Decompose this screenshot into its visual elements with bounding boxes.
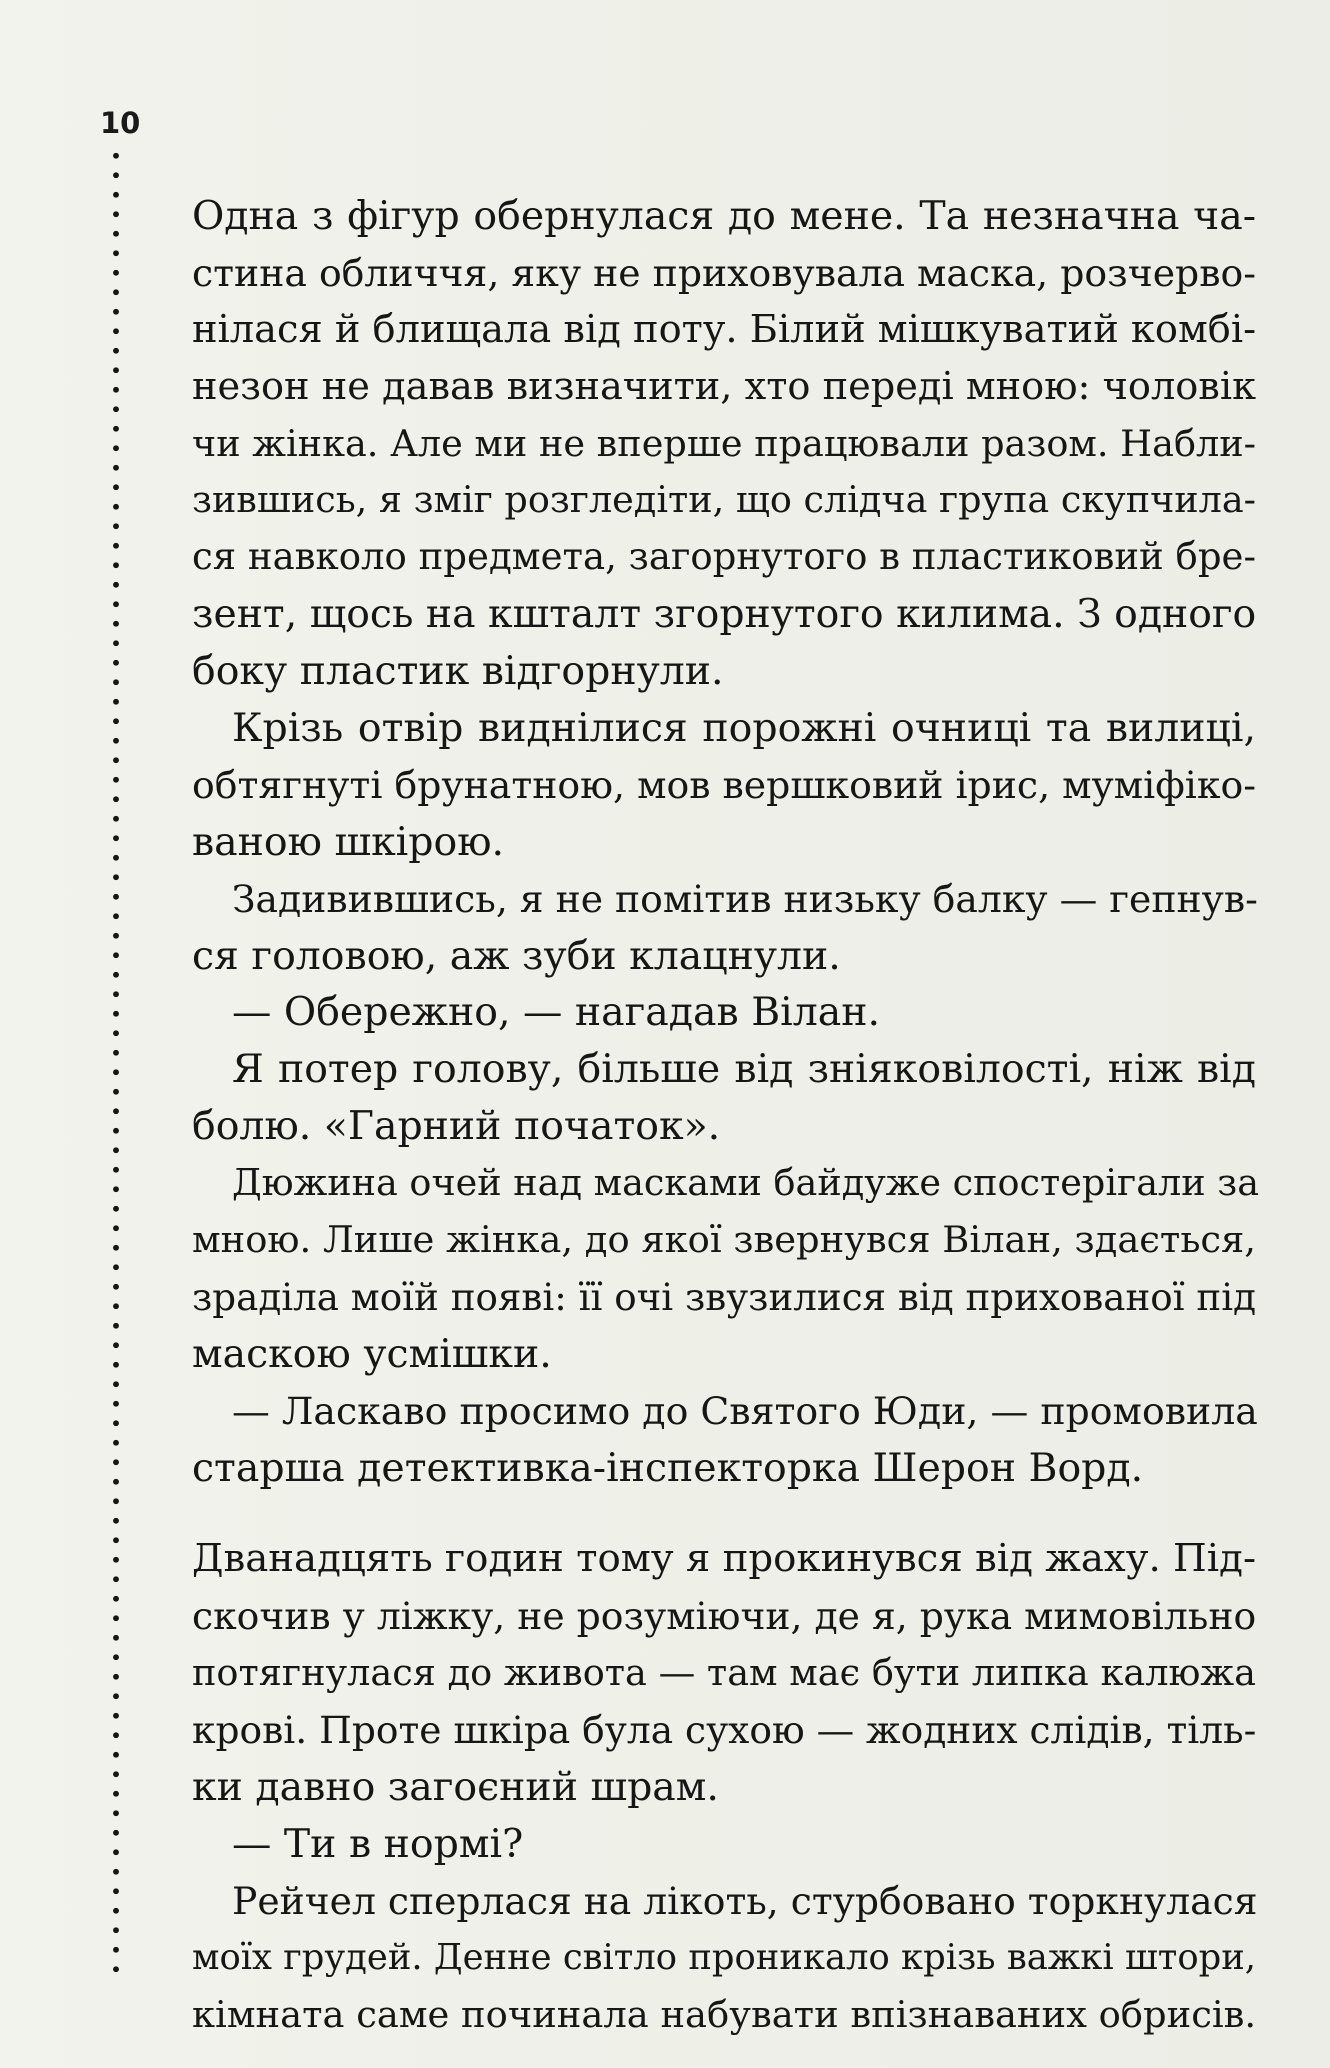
text-line: Дванадцять годин тому я прокинувся від жаху. Під- [192, 1536, 1257, 1582]
text-line: обтягнуті брунатною, мов вершковий ірис, муміфіко- [192, 762, 1256, 807]
page-number: 10 [100, 106, 141, 140]
text-line: ки давно загоєний шрам. [192, 1764, 719, 1811]
text-line: моїх грудей. Денне світло проникало крізь важкі штори, [192, 1936, 1256, 1978]
body-text [192, 188, 1260, 2044]
dotted-margin-rule [113, 146, 119, 1976]
text-line: старша детективка-інспекторка Шерон Ворд. [192, 1444, 1144, 1491]
section-break [192, 1496, 1256, 1531]
text-line: мною. Лише жінка, до якої звернувся Вілан, здається, [192, 1218, 1257, 1262]
text-line: маскою усмішки. [192, 1330, 552, 1377]
text-line: нілася й блищала від поту. Білий мішкуватий комбі- [192, 306, 1257, 352]
text-line: ся головою, аж зуби клацнули. [192, 932, 841, 979]
text-line: незон не давав визначити, хто переді мною: чоловік [192, 363, 1256, 409]
paragraph [192, 700, 1256, 871]
text-line: Одна з фігур обернулася до мене. Та незначна ча- [192, 193, 1256, 239]
text-line: — Ти в нормі? [232, 1820, 524, 1867]
text-line: кімната саме починала набувати впізнаваних обрисів. [192, 1992, 1257, 2036]
text-line: зент, щось на кшталт згорнутого килима. З одного [192, 591, 1257, 638]
text-line: стина обличчя, яку не приховувала маска, розчерво- [192, 250, 1256, 295]
paragraph [192, 1155, 1260, 1383]
text-line: зившись, я зміг розгледіти, що слідча група скупчила- [192, 478, 1256, 522]
text-line: Дюжина очей над масками байдуже спостерігали за [232, 1161, 1260, 1205]
text-line: ся навколо предмета, загорнутого в пластиковий бре- [192, 535, 1256, 579]
text-line: потягнулася до живота — там має бути липка калюжа [192, 1651, 1256, 1695]
text-line: — Обережно, — нагадав Вілан. [232, 989, 881, 1036]
paragraph [192, 1383, 1256, 1497]
paragraph [192, 984, 1256, 1041]
text-line: скочив у ліжку, не розуміючи, де я, рука мимовільно [192, 1594, 1257, 1639]
paragraph [192, 1816, 1256, 1873]
text-line: Крізь отвір виднілися порожні очниці та вилиці, [232, 705, 1256, 752]
paragraph [192, 188, 1256, 700]
text-line: ваною шкірою. [192, 818, 505, 865]
text-line: Я потер голову, більше від зніяковілості, ніж від [232, 1046, 1256, 1093]
paragraph [192, 1873, 1256, 2044]
text-line: Задивившись, я не помітив низьку балку — гепнув- [232, 876, 1258, 921]
text-line: крові. Проте шкіра була сухою — жодних слідів, тіль- [192, 1708, 1257, 1753]
text-line: Рейчел сперлася на лікоть, стурбовано торкнулася [232, 1878, 1258, 1923]
text-line: болю. «Гарний початок». [192, 1103, 721, 1150]
paragraph [192, 871, 1256, 985]
paragraph [192, 1041, 1256, 1155]
text-line: чи жінка. Але ми не вперше працювали разом. Набли- [192, 421, 1257, 465]
text-line: — Ласкаво просимо до Святого Юди, — промовила [232, 1388, 1258, 1433]
text-line: боку пластик відгорнули. [192, 648, 724, 695]
text-line: зраділа моїй появі: її очі звузилися від прихованої під [192, 1274, 1257, 1319]
paragraph [192, 1531, 1256, 1815]
